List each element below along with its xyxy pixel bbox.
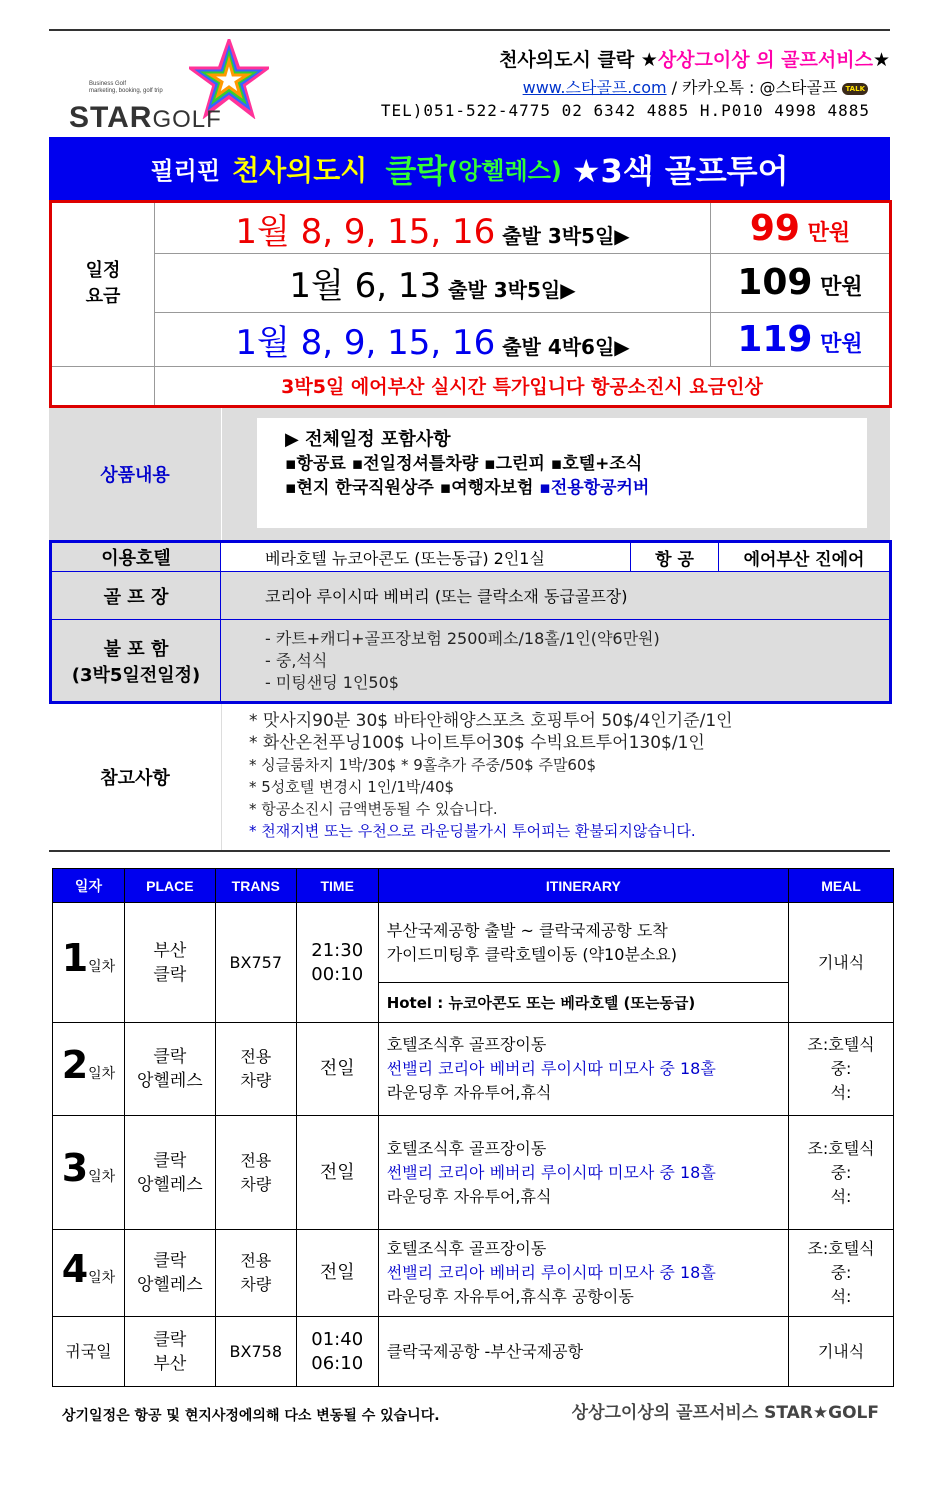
header-time: TIME [296,869,378,903]
header-itinerary: ITINERARY [378,869,788,903]
product-section [49,408,890,540]
golf-course-value: 코리아 루이시따 베버리 (또는 클락소재 동급골프장) [221,572,891,620]
product-inclusions: ▶ 전체일정 포함사항 ▪항공료 ▪전일정셔틀차량 ▪그린피 ▪호텔+조식 ▪현지 한국직원상주 ▪여행자보험 ▪전용항공커버 [257,418,867,528]
header [49,31,890,137]
price-row-1: 99 만원 [711,202,891,254]
header-phone: TEL)051-522-4775 02 6342 4885 H.P010 4998 4885 [380,101,870,120]
schedule-row-3: 1월 8, 9, 15, 16 출발 4박6일▶ [155,312,711,366]
header-day: 일자 [53,869,125,903]
tour-title: 필리핀 천사의도시 클락 (앙헬레스) ★3색 골프투어 [49,137,890,200]
table-row: 2일차 클락 앙헬레스 전용 차량 전일 호텔조식후 골프장이동 썬밸리 코리아 베버리 루이시따 미모사 중 18홀 라운딩후 자유투어,휴식 조:호텔식 중: 석: [53,1023,894,1116]
table-row: 1일차 부산 클락 BX757 21:30 00:10 부산국제공항 출발 ~ 클락국제공항 도착 가이드미팅후 클락호텔이동 (약10분소요) 기내식 [53,903,894,983]
air-label: 항 공 [631,542,719,572]
notes-label: 참고사항 [49,704,222,850]
exclusions-list: - 카트+캐디+골프장보험 2500페소/18홀/1인(약6만원) - 중,석식 - 미팅샌딩 1인50$ [221,620,891,703]
header-place: PLACE [124,869,215,903]
price-row-3: 119 만원 [711,312,891,366]
hotel-value: 베라호텔 뉴코아콘도 (또는동급) 2인1실 [221,542,631,572]
logo-wordmark: STARGOLF [69,101,222,134]
itinerary-table: 일자 PLACE TRANS TIME ITINERARY MEAL 1일차 부산 클락 BX757 21:30 00:10 부산국제공항 출발 ~ 클락국제공항 도착 가이드미팅후 클락호텔이동 (약10분소요) 기내식 Hotel : 뉴코아콘도 또는 베라호텔 (또는동급) 2일차 클락 앙헬레스 전용 차량 전일 호텔조식후 골프장이동 썬밸리 코리아 베버리 루이시따 미모사 중 18홀 라운딩후 자유투어,휴식 조:호텔식 중: 석: 3일차 클락 앙헬레스 전용 차량 전일 호텔조식후 골프장이동 썬밸리 코리아 베버리 루이시따 미모사 중 18홀 라운딩후 자유투어,휴식 조:호텔식 중: 석: 4일차 클락 앙헬레스 전용 차량 전일 호텔조식후 골프장이동 썬밸리 코리아 베버리 루이시따 미모사 중 18홀 라운딩후 자유투어,휴식후 공항이동 조:호텔식 중: 석: 귀국일 클락 부산 BX758 01:40 06:10 클락국제공항 -부산국제공항 기내식 [52,868,894,1387]
notes-section [49,704,890,852]
header-meal: MEAL [789,869,894,903]
exclusions-label: 불 포 함 (3박5일전일정) [51,620,221,703]
schedule-price-table [49,200,892,408]
schedule-label: 일정 요금 [51,202,155,367]
hotel-info-table [49,540,892,704]
footer-brand: 상상그이상의 골프서비스 STAR★GOLF [571,1403,879,1423]
table-row: 4일차 클락 앙헬레스 전용 차량 전일 호텔조식후 골프장이동 썬밸리 코리아 베버리 루이시따 미모사 중 18홀 라운딩후 자유투어,휴식후 공항이동 조:호텔식 중: 석: [53,1230,894,1317]
header-contact: www.스타골프.com / 카카오톡 : @스타골프 TALK [523,75,868,98]
header-slogan: 천사의도시 클락 ★상상그이상 의 골프서비스★ [499,49,890,71]
website-link[interactable]: www.스타골프.com [522,78,667,97]
stargolf-logo [59,39,279,134]
notes-list: * 맛사지90분 30$ 바타안해양스포츠 호핑투어 50$/4인기준/1인 * 화산온천푸닝100$ 나이트투어30$ 수빅요트투어130$/1인 * 싱글룸차지 1박/30$ * 9홀추가 주중/50$ 주말60$ * 5성호텔 변경시 1인/1박/40$ * 항공소진시 금액변동될 수 있습니다. * 천재지변 또는 우천으로 라운딩불가시 투어피는 환불되지않습니다. [249,711,733,840]
table-row: 귀국일 클락 부산 BX758 01:40 06:10 클락국제공항 -부산국제공항 기내식 [53,1317,894,1387]
golf-course-label: 골 프 장 [51,572,221,620]
header-trans: TRANS [215,869,296,903]
kakaotalk-icon: TALK [842,83,868,95]
schedule-row-1: 1월 8, 9, 15, 16 출발 3박5일▶ [155,202,711,254]
table-row: 3일차 클락 앙헬레스 전용 차량 전일 호텔조식후 골프장이동 썬밸리 코리아 베버리 루이시따 미모사 중 18홀 라운딩후 자유투어,휴식 조:호텔식 중: 석: [53,1116,894,1230]
logo-tagline: Business Golf marketing, booking, golf trip [89,81,163,94]
schedule-note: 3박5일 에어부산 실시간 특가입니다 항공소진시 요금인상 [155,366,891,406]
hotel-label: 이용호텔 [51,542,221,572]
product-label: 상품내용 [49,408,222,540]
price-row-2: 109 만원 [711,254,891,312]
footer-disclaimer: 상기일정은 항공 및 현지사정에의해 다소 변동될 수 있습니다. [62,1408,440,1424]
air-value: 에어부산 진에어 [719,542,891,572]
schedule-row-2: 1월 6, 13 출발 3박5일▶ [155,254,711,312]
